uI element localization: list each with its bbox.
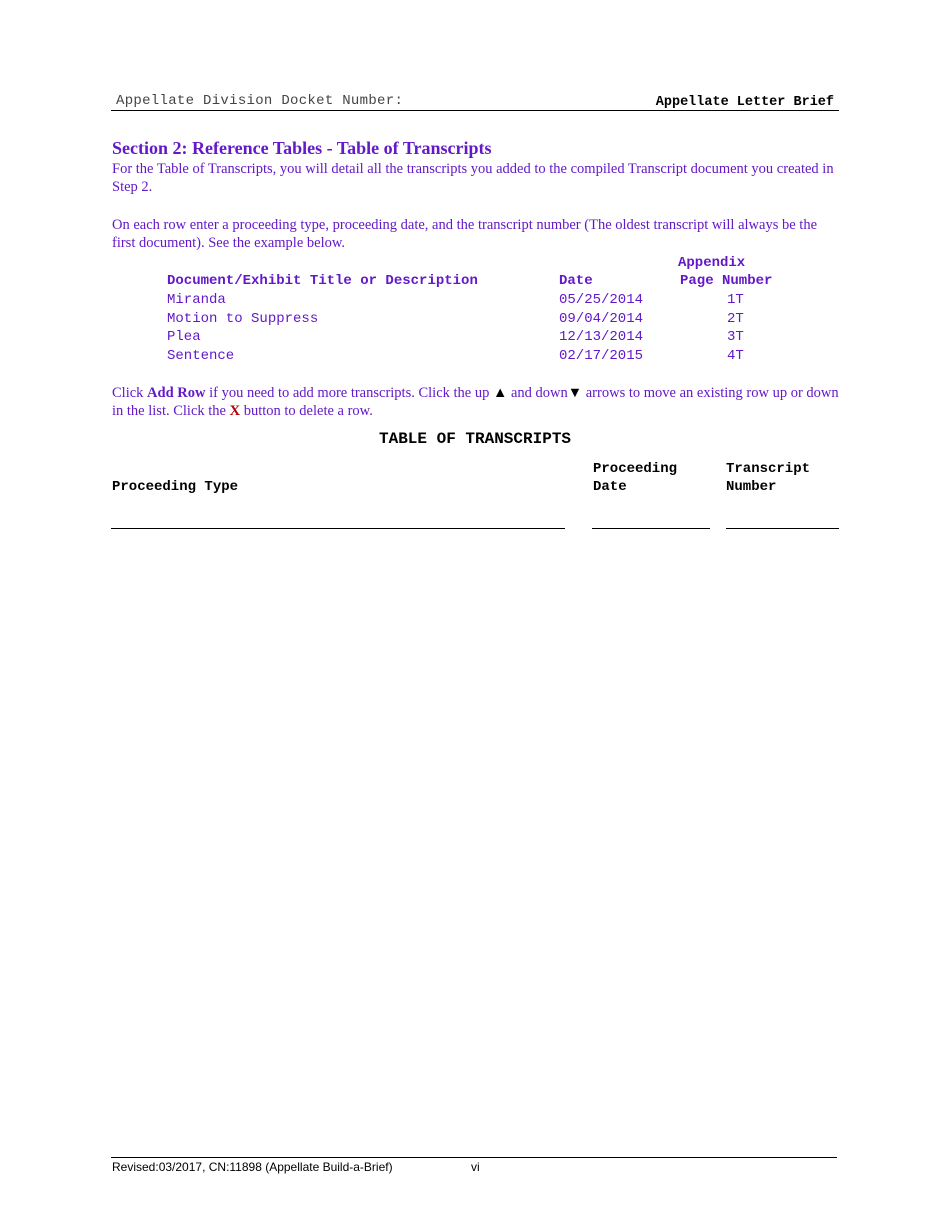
example-col2-header: Date bbox=[559, 273, 593, 289]
example-col1-header: Document/Exhibit Title or Description bbox=[167, 273, 478, 289]
section-title: Section 2: Reference Tables - Table of Transcripts bbox=[112, 138, 492, 158]
docket-number-label: Appellate Division Docket Number: bbox=[116, 93, 404, 109]
footer-revision: Revised:03/2017, CN:11898 (Appellate Build-a-Brief) bbox=[112, 1160, 393, 1174]
add-row-keyword: Add Row bbox=[147, 385, 206, 401]
edit-instructions-paragraph bbox=[112, 384, 840, 420]
proceeding-date-input[interactable] bbox=[592, 528, 710, 529]
transcript-number-header bbox=[726, 460, 810, 496]
proceeding-type-header: Proceeding Type bbox=[112, 479, 239, 495]
table-of-transcripts-title: TABLE OF TRANSCRIPTS bbox=[378, 430, 572, 448]
instruction-text: arrows to move an existing row up or down in the list. Click the bbox=[112, 385, 839, 419]
example-row-page: 2T bbox=[727, 311, 744, 327]
instruction-text: and down bbox=[507, 385, 568, 401]
footer-page-number: vi bbox=[471, 1160, 480, 1174]
example-col3-header-line2: Page Number bbox=[680, 273, 773, 289]
instruction-text: Click bbox=[112, 385, 148, 401]
proceeding-type-input[interactable] bbox=[111, 528, 565, 529]
example-col3-header-line1: Appendix bbox=[678, 255, 746, 271]
down-arrow-icon: ▼ bbox=[567, 385, 583, 401]
intro-paragraph: For the Table of Transcripts, you will detail all the transcripts you added to the compiled Transcript document you created in Step 2. bbox=[112, 161, 834, 195]
proceeding-date-header-line1: Proceeding bbox=[593, 461, 678, 477]
transcript-number-input[interactable] bbox=[726, 528, 839, 529]
instruction-text: if you need to add more transcripts. Click the up bbox=[205, 385, 493, 401]
example-row-date: 09/04/2014 bbox=[559, 311, 644, 327]
example-row-date: 02/17/2015 bbox=[559, 348, 644, 364]
document-type-label: Appellate Letter Brief bbox=[655, 95, 834, 110]
example-row-title: Miranda bbox=[167, 292, 226, 308]
example-row-page: 1T bbox=[727, 292, 744, 308]
example-row-page: 3T bbox=[727, 329, 744, 345]
example-row-date: 12/13/2014 bbox=[559, 329, 644, 345]
example-row-title: Sentence bbox=[167, 348, 235, 364]
example-row-date: 05/25/2014 bbox=[559, 292, 644, 308]
example-row-title: Plea bbox=[167, 329, 201, 345]
header-divider bbox=[111, 110, 839, 111]
delete-x-keyword: X bbox=[229, 403, 241, 419]
up-arrow-icon: ▲ bbox=[492, 385, 508, 401]
transcript-number-header-line2: Number bbox=[726, 479, 777, 495]
example-row-title: Motion to Suppress bbox=[167, 311, 319, 327]
example-row-page: 4T bbox=[727, 348, 744, 364]
row-instructions-paragraph: On each row enter a proceeding type, proceeding date, and the transcript number (The oldest transcript will always be the first document). See the example below. bbox=[112, 217, 817, 251]
transcript-number-header-line1: Transcript bbox=[726, 461, 811, 477]
proceeding-date-header bbox=[593, 460, 677, 496]
proceeding-date-header-line2: Date bbox=[593, 479, 627, 495]
footer-divider bbox=[111, 1157, 837, 1158]
instruction-text: button to delete a row. bbox=[240, 403, 373, 419]
